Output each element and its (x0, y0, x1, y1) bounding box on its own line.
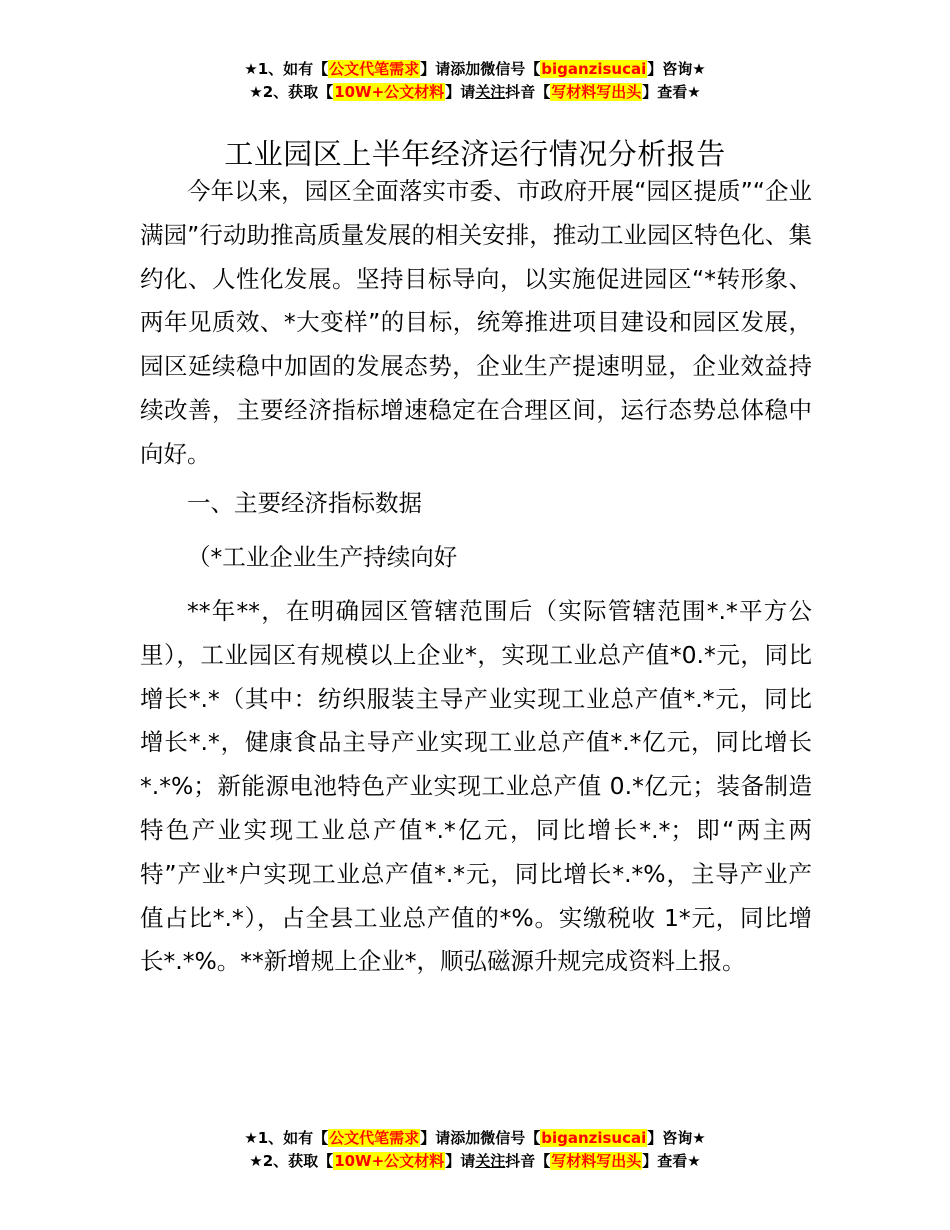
banner-highlight-wechat-id: biganzisucai (541, 1129, 647, 1147)
banner-text: 】咨询★ (647, 60, 706, 78)
banner-line-2 (0, 81, 950, 104)
banner-highlight-service: 公文代笔需求 (329, 1129, 420, 1147)
banner-text: ★1、如有【 (244, 60, 329, 78)
data-paragraph-text: **年**，在明确园区管辖范围后（实际管辖范围*.*平方公里），工业园区有规模以上企业*，实现工业总产值*0.*元，同比增长*.*（其中：纺织服装主导产业实现工业总产值*.*元，同比增长*.*，健康食品主导产业实现工业总产值*.*亿元，同比增长*.*%；新能源电池特色产业实现工业总产值 0.*亿元；装备制造特色产业实现工业总产值*.*亿元，同比增长*.*；即“两主两特”产业*户实现工业总产值*.*元，同比增长*.*%，主导产业产值占比*.*），占全县工业总产值的*%。实缴税收 1*元，同比增长*.*%。**新增规上企业*，顺弘磁源升规完成资料上报。 (140, 597, 812, 976)
banner-highlight-douyin: 写材料写出头 (551, 83, 642, 101)
banner-line-2 (0, 1150, 950, 1173)
banner-text: 】查看★ (642, 1152, 701, 1170)
banner-text: 】请添加微信号【 (420, 60, 541, 78)
banner-highlight-materials: 10W+公文材料 (334, 1152, 445, 1170)
banner-text: 】请添加微信号【 (420, 1129, 541, 1147)
data-paragraph (140, 590, 812, 984)
banner-text: 】查看★ (642, 83, 701, 101)
intro-paragraph-text: 今年以来，园区全面落实市委、市政府开展“园区提质”“企业满园”行动助推高质量发展的相关安排，推动工业园区特色化、集约化、人性化发展。坚持目标导向，以实施促进园区“*转形象、两年见质效、*大变样”的目标，统筹推进项目建设和园区发展，园区延续稳中加固的发展态势，企业生产提速明显，企业效益持续改善，主要经济指标增速稳定在合理区间，运行态势总体稳中向好。 (140, 177, 812, 468)
banner-text: 抖音【 (505, 83, 551, 101)
subsection-heading (140, 536, 812, 580)
document-title: 工业园区上半年经济运行情况分析报告 (224, 137, 726, 172)
intro-paragraph (140, 170, 812, 477)
subsection-heading-text: （*工业企业生产持续向好 (187, 543, 458, 571)
banner-underlined-text: 关注 (475, 1152, 506, 1170)
banner-text: 】请 (445, 1152, 476, 1170)
banner-highlight-wechat-id: biganzisucai (541, 60, 647, 78)
banner-highlight-service: 公文代笔需求 (329, 60, 420, 78)
banner-text: 】请 (445, 83, 476, 101)
section-heading (140, 482, 812, 526)
footer-banner (0, 1127, 950, 1173)
banner-text: 抖音【 (505, 1152, 551, 1170)
section-heading-text: 一、主要经济指标数据 (187, 489, 422, 517)
header-banner (0, 58, 950, 104)
banner-text: ★1、如有【 (244, 1129, 329, 1147)
banner-text: 】咨询★ (647, 1129, 706, 1147)
banner-highlight-douyin: 写材料写出头 (551, 1152, 642, 1170)
banner-text: ★2、获取【 (249, 1152, 334, 1170)
banner-line-1 (0, 58, 950, 81)
banner-text: ★2、获取【 (249, 83, 334, 101)
banner-underlined-text: 关注 (475, 83, 506, 101)
banner-highlight-materials: 10W+公文材料 (334, 83, 445, 101)
banner-line-1 (0, 1127, 950, 1150)
